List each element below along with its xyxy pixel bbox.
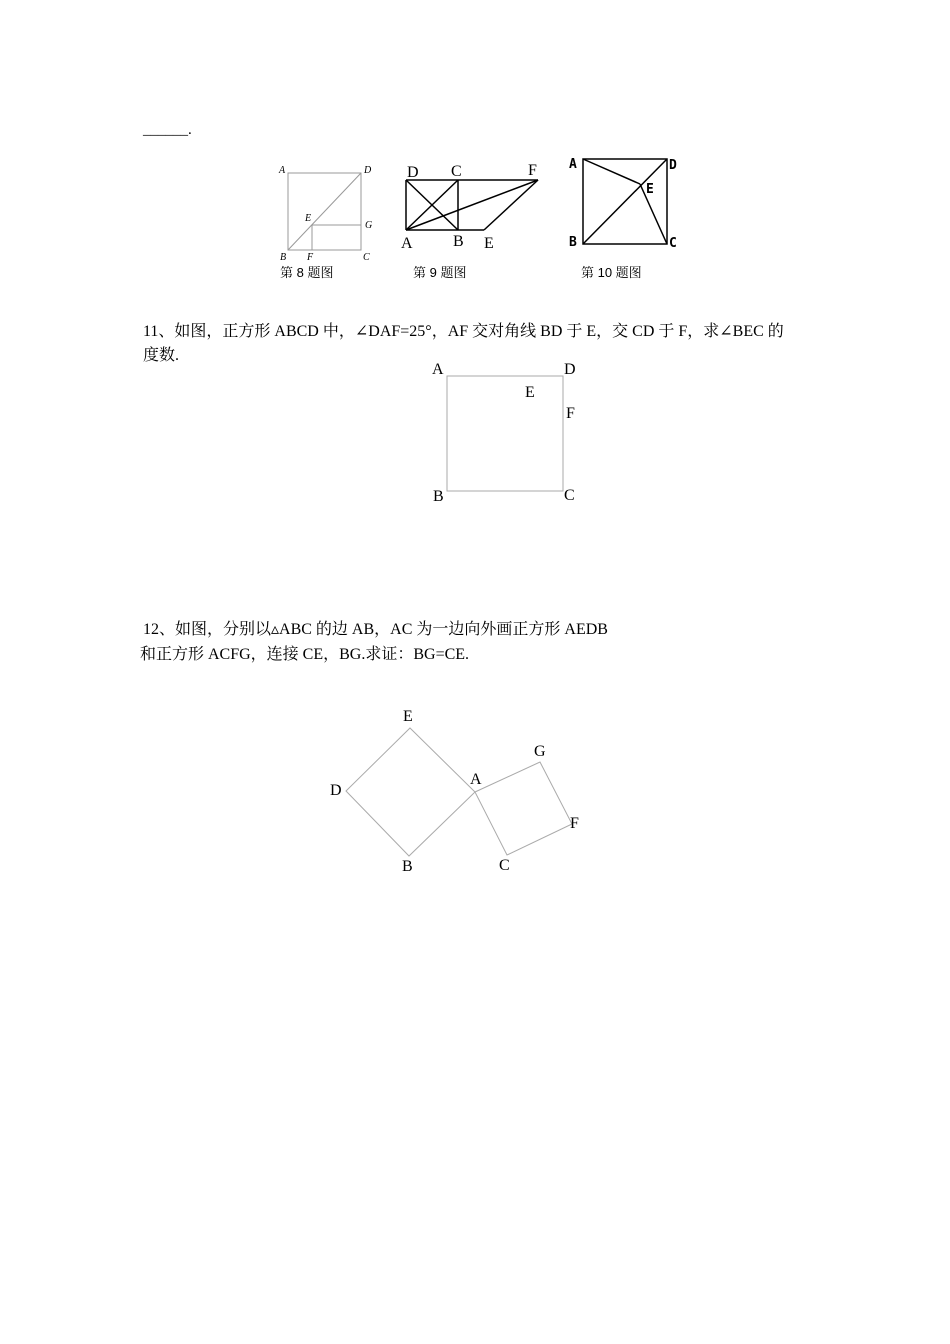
fig9-label-b: B xyxy=(453,233,464,250)
q11-label-a: A xyxy=(432,361,444,378)
fig9-label-a: A xyxy=(401,235,413,252)
fig9-label-c: C xyxy=(451,163,462,180)
figure-8 xyxy=(270,160,380,270)
fig10-label-a: A xyxy=(569,157,577,172)
fig10-label-c: C xyxy=(669,236,677,251)
q11-label-b: B xyxy=(433,488,444,505)
q11-label-f: F xyxy=(566,405,575,422)
q12-label-d: D xyxy=(330,782,342,799)
fig8-label-g: G xyxy=(365,220,373,231)
q11-square xyxy=(447,376,563,491)
fig9-label-e: E xyxy=(484,235,494,252)
fig9-label-f: F xyxy=(528,162,537,179)
q11-label-c: C xyxy=(564,487,575,504)
fig9-caption: 第 9 题图 xyxy=(413,265,467,280)
fig8-label-e: E xyxy=(305,213,312,224)
fig9-label-d: D xyxy=(407,164,419,181)
fig10-caption: 第 10 题图 xyxy=(581,265,642,280)
fig10-label-d: D xyxy=(669,158,677,173)
fig8-diagonal xyxy=(288,173,361,250)
figure-9 xyxy=(398,158,548,258)
fig10-label-b: B xyxy=(569,235,577,250)
q12-square-acfg xyxy=(475,762,572,855)
figure-10 xyxy=(565,152,685,257)
fig8-label-c: C xyxy=(363,252,370,263)
q12-label-f: F xyxy=(570,815,579,832)
q12-label-a: A xyxy=(470,771,482,788)
q11-label-e: E xyxy=(525,384,535,401)
q12-label-b: B xyxy=(402,858,413,875)
q12-figure xyxy=(325,700,595,880)
q12-label-c: C xyxy=(499,857,510,874)
fig8-label-f: F xyxy=(307,252,314,263)
answer-blank: ______. xyxy=(143,122,192,138)
fig8-caption: 第 8 题图 xyxy=(280,265,334,280)
q11-text-line1: 11、如图，正方形 ABCD 中，∠DAF=25°，AF 交对角线 BD 于 E，交 CD 于 F，求∠BEC 的 xyxy=(143,323,784,340)
fig8-label-d: D xyxy=(364,165,372,176)
fig8-label-a: A xyxy=(279,165,286,176)
fig10-label-e: E xyxy=(646,182,654,197)
fig8-label-b: B xyxy=(280,252,287,263)
q12-text-line2: 和正方形 ACFG，连接 CE，BG.求证：BG=CE. xyxy=(140,646,470,663)
q11-figure xyxy=(425,355,585,510)
q12-label-g: G xyxy=(534,743,546,760)
q12-text-line1: 12、如图，分别以▵ABC 的边 AB，AC 为一边向外画正方形 AEDB xyxy=(143,621,608,638)
q11-label-d: D xyxy=(564,361,576,378)
q12-square-aedb xyxy=(346,728,475,856)
q12-label-e: E xyxy=(403,708,413,725)
q11-text-line2: 度数. xyxy=(143,347,180,364)
fig8-rect-efgc xyxy=(312,225,361,250)
